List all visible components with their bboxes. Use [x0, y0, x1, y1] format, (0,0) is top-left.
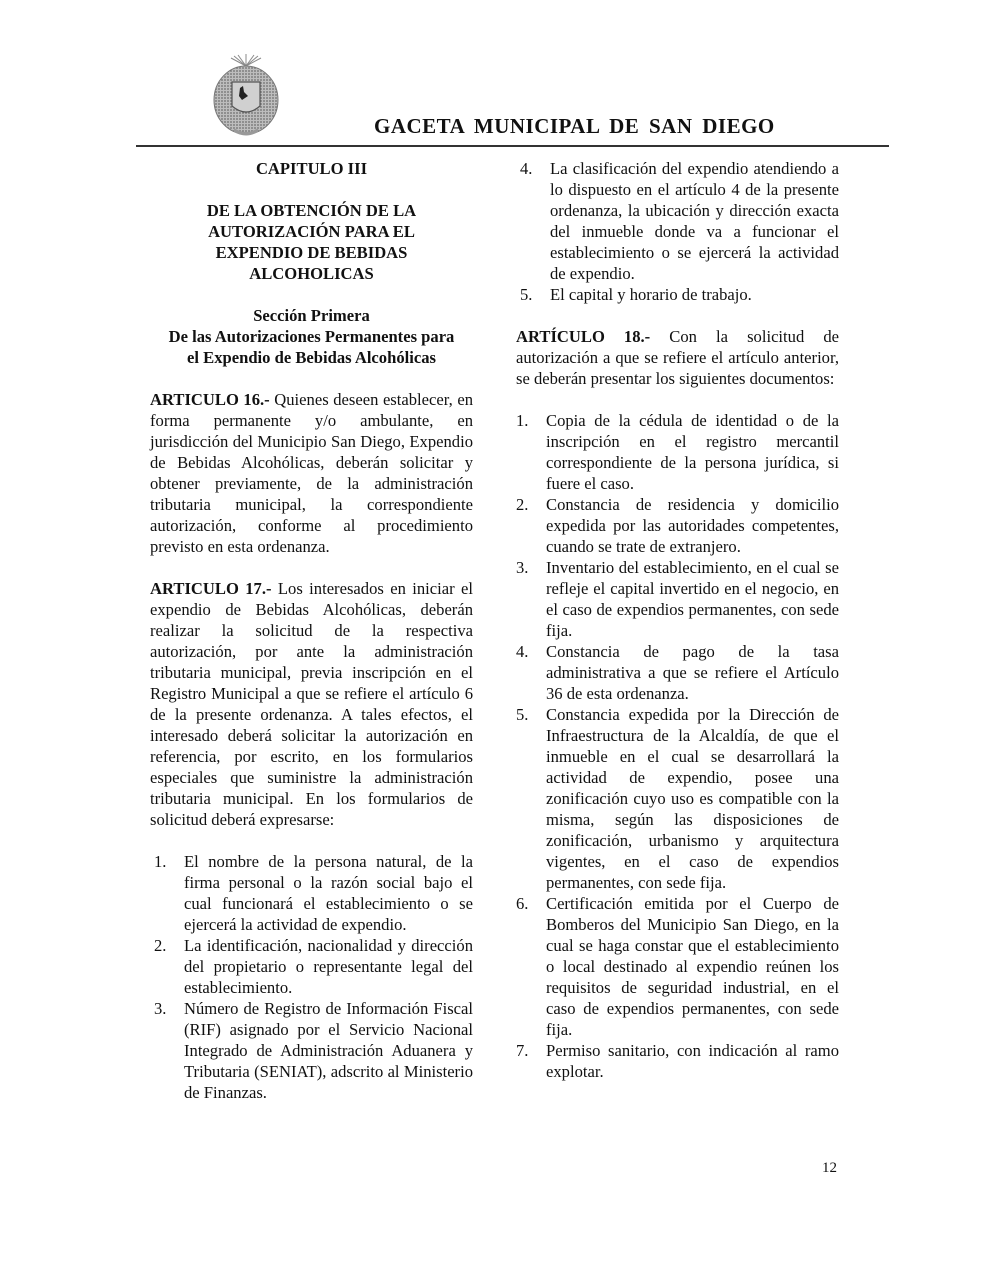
- list-number: 5.: [520, 285, 533, 304]
- left-column: [150, 158, 473, 1103]
- article-18-text: Con la solicitud de autorización a que se refiere el artículo anterior, se deberán presentar los siguientes documentos:: [516, 327, 839, 388]
- list-text: Certificación emitida por el Cuerpo de Bomberos del Municipio San Diego, en la cual se haga constar que el establecimiento o local destinado al expendio reúnen los requisitos de seguridad industrial, en el caso de expendios permanentes, con sede fija.: [546, 894, 839, 1039]
- chapter-title: [150, 200, 473, 284]
- list-number: 4.: [516, 642, 529, 661]
- documents-list: [516, 410, 839, 1082]
- chapter-title-line: AUTORIZACIÓN PARA EL: [208, 222, 415, 241]
- list-text: La identificación, nacionalidad y dirección del propietario o representante legal del establecimiento.: [184, 936, 473, 997]
- gazette-title: GACETA MUNICIPAL DE SAN DIEGO: [374, 114, 775, 138]
- list-number: 6.: [516, 894, 529, 913]
- list-text: Constancia expedida por la Dirección de Infraestructura de la Alcaldía, de que el inmueble en el cual se desarrollará la actividad de expendio, posee una zonificación cuyo uso es compatible con la misma, según las disposiciones de zonificación, urbanismo y arquitectura vigentes, en el caso de expendios permanentes, con sede fija.: [546, 705, 839, 892]
- list-number: 2.: [154, 936, 167, 955]
- page-number: 12: [822, 1160, 837, 1176]
- list-item: [516, 704, 839, 893]
- list-item: [516, 494, 839, 557]
- list-number: 1.: [154, 852, 167, 871]
- list-number: 2.: [516, 495, 529, 514]
- list-text: Copia de la cédula de identidad o de la inscripción en el registro mercantil correspondiente de la persona jurídica, si fuere el caso.: [546, 411, 839, 493]
- requirements-list-continued: [516, 158, 839, 305]
- list-number: 7.: [516, 1041, 529, 1060]
- section-subtitle-line: el Expendio de Bebidas Alcohólicas: [187, 348, 436, 367]
- article-17-label: ARTICULO 17.-: [150, 579, 272, 598]
- list-text: Número de Registro de Información Fiscal (RIF) asignado por el Servicio Nacional Integrado de Administración Aduanera y Tributaria (SENIAT), adscrito al Ministerio de Finanzas.: [184, 999, 473, 1102]
- article-16-text: Quienes deseen establecer, en forma permanente y/o ambulante, en jurisdicción del Municipio San Diego, Expendio de Bebidas Alcohólicas, deberán solicitar y obtener previamente, de la administración tributaria municipal, la correspondiente autorización, conforme al procedimiento previsto en esta ordenanza.: [150, 390, 473, 556]
- chapter-title-line: ALCOHOLICAS: [249, 264, 374, 283]
- article-17: [150, 578, 473, 830]
- list-number: 4.: [520, 159, 533, 178]
- list-text: Constancia de pago de la tasa administrativa a que se refiere el Artículo 36 de esta ordenanza.: [546, 642, 839, 703]
- section-heading: [150, 305, 473, 368]
- list-item: [516, 410, 839, 494]
- list-item: [516, 158, 839, 284]
- chapter-title-line: DE LA OBTENCIÓN DE LA: [206, 201, 417, 220]
- article-18-label: ARTÍCULO 18.-: [516, 327, 651, 346]
- chapter-heading: CAPITULO III: [255, 159, 368, 178]
- list-text: Permiso sanitario, con indicación al ramo explotar.: [546, 1041, 839, 1081]
- list-item: [150, 935, 473, 998]
- list-text: El nombre de la persona natural, de la firma personal o la razón social bajo el cual funcionará el establecimiento o se ejercerá la actividad de expendio.: [184, 852, 473, 934]
- list-text: La clasificación del expendio atendiendo a lo dispuesto en el artículo 4 de la presente ordenanza, la ubicación y dirección exacta del inmueble donde va a funcionar el establecimiento o se ejercerá la actividad de expendio.: [550, 159, 839, 283]
- list-item: [150, 998, 473, 1103]
- list-text: Inventario del establecimiento, en el cual se refleje el capital invertido en el negocio, en el caso de expendios permanentes, con sede fija.: [546, 558, 839, 640]
- chapter-title-line: EXPENDIO DE BEBIDAS: [215, 243, 408, 262]
- list-number: 5.: [516, 705, 529, 724]
- article-17-text: Los interesados en iniciar el expendio de Bebidas Alcohólicas, deberán realizar la solicitud de la respectiva autorización, por ante la administración tributaria municipal, previa inscripción en el Registro Municipal a que se refiere el artículo 6 de la presente ordenanza. A tales efectos, el interesado deberá solicitar la autorización en referencia, por escrito, en los formularios especiales que suministre la administración tributaria municipal. En los formularios de solicitud deberá expresarse:: [150, 579, 473, 829]
- list-item: [516, 1040, 839, 1082]
- list-number: 3.: [516, 558, 529, 577]
- list-item: [516, 557, 839, 641]
- section-title: Sección Primera: [253, 306, 370, 325]
- list-item: [516, 284, 839, 305]
- article-16-label: ARTICULO 16.-: [150, 390, 270, 409]
- list-item: [516, 893, 839, 1040]
- right-column: [516, 158, 839, 1082]
- list-text: Constancia de residencia y domicilio expedida por las autoridades competentes, cuando se trate de extranjero.: [546, 495, 839, 556]
- list-number: 3.: [154, 999, 167, 1018]
- section-subtitle-line: De las Autorizaciones Permanentes para: [168, 327, 455, 346]
- list-item: [516, 641, 839, 704]
- requirements-list: [150, 851, 473, 1103]
- list-text: El capital y horario de trabajo.: [550, 285, 752, 304]
- article-16: [150, 389, 473, 557]
- article-18: [516, 326, 839, 389]
- coat-of-arms-logo: [212, 52, 280, 140]
- list-item: [150, 851, 473, 935]
- list-number: 1.: [516, 411, 529, 430]
- header-divider: [136, 145, 889, 147]
